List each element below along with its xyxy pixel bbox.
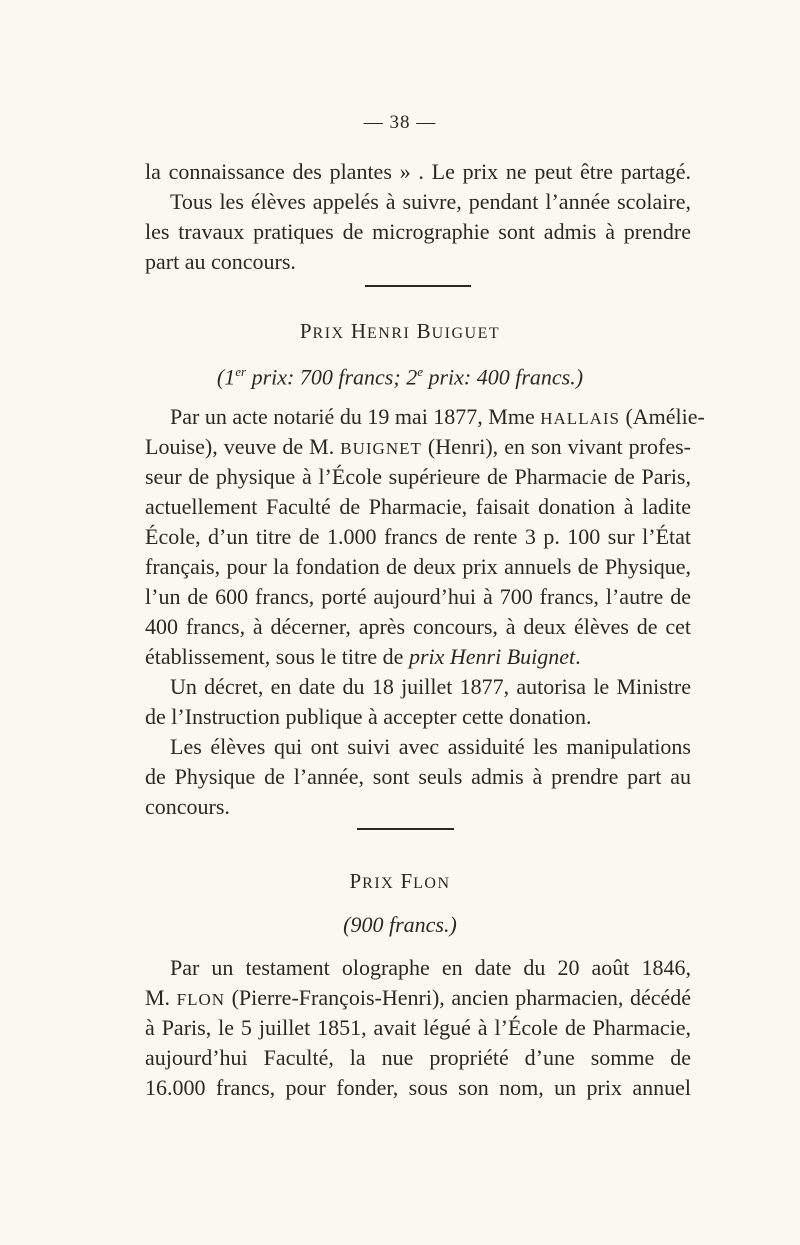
text-span: (Henri), en son vivant profes- [421, 434, 691, 459]
page-number: — 38 — [363, 112, 437, 133]
title-word: UIGUET [431, 325, 501, 342]
prize-rank-suffix: e [417, 364, 423, 379]
prize-rank-suffix: er [235, 364, 247, 379]
text-line [145, 402, 705, 434]
prize-text: prix: 400 francs. [422, 364, 576, 390]
title-letter: F [400, 869, 414, 893]
prize-rank: 2 [406, 364, 418, 390]
text-line [145, 642, 691, 672]
text-line [145, 983, 691, 1015]
text-line: seur de physique à l’École supérieure de Pharmacie de Paris, [145, 464, 691, 489]
text-span: . [575, 644, 581, 669]
title-letter: P [349, 869, 363, 893]
text-span: établissement, sous le titre de [145, 644, 409, 669]
name-smallcaps: BUIGNET [340, 439, 422, 458]
name-smallcaps: FLON [176, 990, 226, 1009]
text-span: (Pierre-François-Henri), ancien pharmacien, décédé [225, 985, 692, 1010]
section-title-prix-henri-buignet [0, 319, 800, 344]
text-line: les travaux pratiques de micrographie sont admis à prendre [145, 219, 691, 244]
section-divider [365, 285, 471, 287]
text-span: Par un acte notarié du 19 mai 1877, Mme [170, 404, 541, 429]
text-line: part au concours. [145, 249, 296, 274]
title-word: RIX [362, 875, 395, 892]
section-divider [357, 828, 454, 830]
text-line: la connaissance des plantes » . Le prix ne peut être partagé. [145, 159, 691, 184]
text-line: 400 francs, à décerner, après concours, à deux élèves de cet [145, 614, 691, 639]
text-line: français, pour la fondation de deux prix annuels de Physique, [145, 554, 691, 579]
text-span: Louise), veuve de M. [145, 434, 341, 459]
text-line: l’un de 600 francs, porté aujourd’hui à 700 francs, l’autre de [145, 584, 691, 609]
title-letter: H [350, 319, 368, 343]
prize-amount: (900 francs.) [343, 912, 457, 937]
prize-amounts: (1er prix: 700 francs; 2e prix: 400 francs.) [216, 364, 584, 390]
text-line: Un décret, en date du 18 juillet 1877, autorisa le Ministre [170, 674, 691, 699]
prize-rank: 1 [224, 364, 236, 390]
text-line: de Physique de l’année, sont seuls admis à prendre part au [145, 764, 691, 789]
section-title-prix-flon [0, 869, 800, 894]
prize-name-italic: prix Henri Buignet [408, 644, 576, 669]
text-span: (Amélie- [619, 404, 705, 429]
text-line: actuellement Faculté de Pharmacie, faisait donation à ladite [145, 494, 691, 519]
title-letter: B [416, 319, 432, 343]
title-word: LON [413, 875, 451, 892]
text-line: de l’Instruction publique à accepter cette donation. [145, 704, 592, 729]
text-line: aujourd’hui Faculté, la nue propriété d’une somme de [145, 1045, 691, 1070]
text-line: Par un testament olographe en date du 20 août 1846, [170, 955, 691, 980]
name-smallcaps: HALLAIS [540, 409, 620, 428]
text-line: Tous les élèves appelés à suivre, pendant l’année scolaire, [170, 189, 691, 214]
title-word: RIX [312, 325, 345, 342]
prize-text: prix: 700 francs; [246, 364, 407, 390]
text-line: concours. [145, 794, 230, 819]
text-span: M. [145, 985, 177, 1010]
title-letter: P [299, 319, 313, 343]
text-line: Les élèves qui ont suivi avec assiduité les manipulations [170, 734, 691, 759]
text-line: à Paris, le 5 juillet 1851, avait légué à l’École de Pharmacie, [145, 1015, 691, 1040]
title-word: ENRI [367, 325, 411, 342]
text-line: 16.000 francs, pour fonder, sous son nom, un prix annuel [145, 1075, 691, 1100]
text-line: École, d’un titre de 1.000 francs de rente 3 p. 100 sur l’État [145, 524, 691, 549]
text-line [145, 432, 691, 464]
